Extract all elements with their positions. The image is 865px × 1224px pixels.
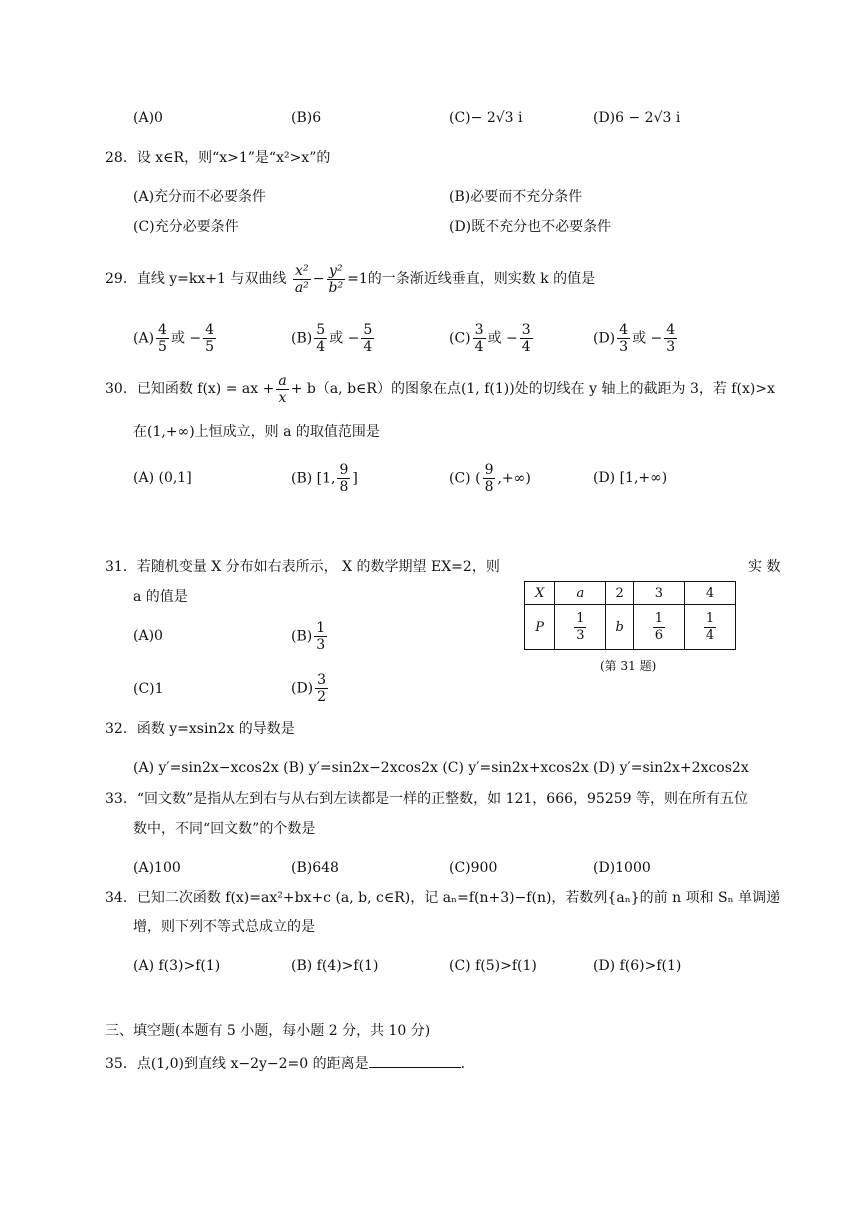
table-row xyxy=(525,605,736,650)
q34-stem: 34．已知二次函数 f(x)=ax²+bx+c (a, b, c∈R)，记 aₙ=f(n+3)−f(n)，若数列{aₙ}的前 n 项和 Sₙ 单调递 xyxy=(105,890,781,906)
q34-option-d: (D) f(6)>f(1) xyxy=(593,958,682,974)
q27-option-c: (C)− 2√3 i xyxy=(449,110,523,126)
q28-stem: 28．设 x∈R，则“x>1”是“x²>x”的 xyxy=(105,150,331,166)
q27-option-b: (B)6 xyxy=(291,110,322,126)
q29-stem: 29．直线 y=kx+1 与双曲线 $\frac{\text{x²}}{\text{a²}}$ − $\frac{\text{y²}}{\text{b²}}$ =1的一条渐近线垂直，则实数 k 的值是 xyxy=(105,262,596,296)
table-row xyxy=(525,582,736,605)
table-cell: 3 xyxy=(633,582,684,605)
q31-distribution-table xyxy=(524,581,736,650)
q29-stem-pre: 29．直线 y=kx+1 与双曲线 xyxy=(105,271,287,287)
q35-stem: 35．点(1,0)到直线 x−2y−2=0 的距离是 . xyxy=(105,1053,465,1073)
q28-option-b: (B)必要而不充分条件 xyxy=(449,189,583,205)
q27-option-a: (A)0 xyxy=(133,110,163,126)
q29-stem-post: 的一条渐近线垂直，则实数 k 的值是 xyxy=(367,271,596,287)
table-cell: a xyxy=(555,582,606,605)
q30-stem: 30．已知函数 f(x) = ax + $\frac{a}{x}$ + b（a, b∈R）的图象在点(1, f(1))处的切线在 y 轴上的截距为 3，若 f(x)>x xyxy=(105,372,775,406)
q29-option-c: (C) $\frac{3}{4}$ 或 − $\frac{3}{4}$ xyxy=(449,322,531,355)
q30-option-d: (D) [1,+∞) xyxy=(593,470,668,486)
q33-stem-line2: 数中，不同“回文数”的个数是 xyxy=(133,821,316,837)
table-cell: $\frac{1}{4}$ xyxy=(684,605,735,650)
q31-option-c: (C)1 xyxy=(133,681,164,697)
q29-option-a: (A) $\frac{4}{5}$ 或 − $\frac{4}{5}$ xyxy=(133,322,215,355)
answer-blank[interactable] xyxy=(369,1053,461,1068)
q30-stem-line2: 在(1,+∞)上恒成立，则 a 的取值范围是 xyxy=(133,424,380,440)
q34-stem-line2: 增，则下列不等式总成立的是 xyxy=(133,919,315,935)
q29-option-b: (B) $\frac{5}{4}$ 或 − $\frac{5}{4}$ xyxy=(291,322,373,355)
table-cell: 4 xyxy=(684,582,735,605)
q28-option-d: (D)既不充分也不必要条件 xyxy=(449,219,612,235)
table-cell: P xyxy=(525,605,555,650)
q31-table-caption: (第 31 题) xyxy=(600,659,657,673)
q31-option-a: (A)0 xyxy=(133,628,163,644)
table-cell: 2 xyxy=(606,582,634,605)
q30-option-c: (C) ( $\frac{9}{8}$ ,+∞) xyxy=(449,462,531,495)
q33-option-c: (C)900 xyxy=(449,860,498,876)
q31-stem-end: 实 数 xyxy=(748,559,781,575)
q31-option-d: (D) $\frac{3}{2}$ xyxy=(291,672,327,705)
table-cell: $\frac{1}{6}$ xyxy=(633,605,684,650)
q33-stem: 33．“回文数”是指从左到右与从右到左读都是一样的正整数，如 121，666，95259 等，则在所有五位 xyxy=(105,791,749,807)
table-cell: $\frac{1}{3}$ xyxy=(555,605,606,650)
q31-option-b: (B) $\frac{1}{3}$ xyxy=(291,620,326,653)
q28-option-a: (A)充分而不必要条件 xyxy=(133,189,267,205)
q33-option-d: (D)1000 xyxy=(593,860,651,876)
hyperbola-y-term: $\frac{\text{y²}}{\text{b²}}$ xyxy=(328,262,344,296)
q32-stem: 32．函数 y=xsin2x 的导数是 xyxy=(105,721,295,737)
q27-option-d: (D)6 − 2√3 i xyxy=(593,110,681,126)
table-cell: b xyxy=(606,605,634,650)
q30-option-b: (B) [1, $\frac{9}{8}$ ] xyxy=(291,462,358,495)
q32-options: (A) y′=sin2x−xcos2x (B) y′=sin2x−2xcos2x (C) y′=sin2x+xcos2x (D) y′=sin2x+2xcos2x xyxy=(133,760,749,776)
q29-option-d: (D) $\frac{4}{3}$ 或 − $\frac{4}{3}$ xyxy=(593,322,676,355)
q34-option-b: (B) f(4)>f(1) xyxy=(291,958,379,974)
q33-option-a: (A)100 xyxy=(133,860,181,876)
q28-option-c: (C)充分必要条件 xyxy=(133,219,239,235)
q31-stem-line2: a 的值是 xyxy=(133,589,188,605)
q33-option-b: (B)648 xyxy=(291,860,339,876)
q30-option-a: (A) (0,1] xyxy=(133,470,192,486)
q34-option-c: (C) f(5)>f(1) xyxy=(449,958,537,974)
section-heading: 三、填空题(本题有 5 小题，每小题 2 分，共 10 分) xyxy=(105,1023,431,1039)
q34-option-a: (A) f(3)>f(1) xyxy=(133,958,221,974)
hyperbola-x-term: $\frac{\text{x²}}{\text{a²}}$ xyxy=(294,262,309,296)
table-cell: X xyxy=(525,582,555,605)
q31-stem: 31．若随机变量 X 分布如右表所示， X 的数学期望 EX=2，则 xyxy=(105,559,500,575)
